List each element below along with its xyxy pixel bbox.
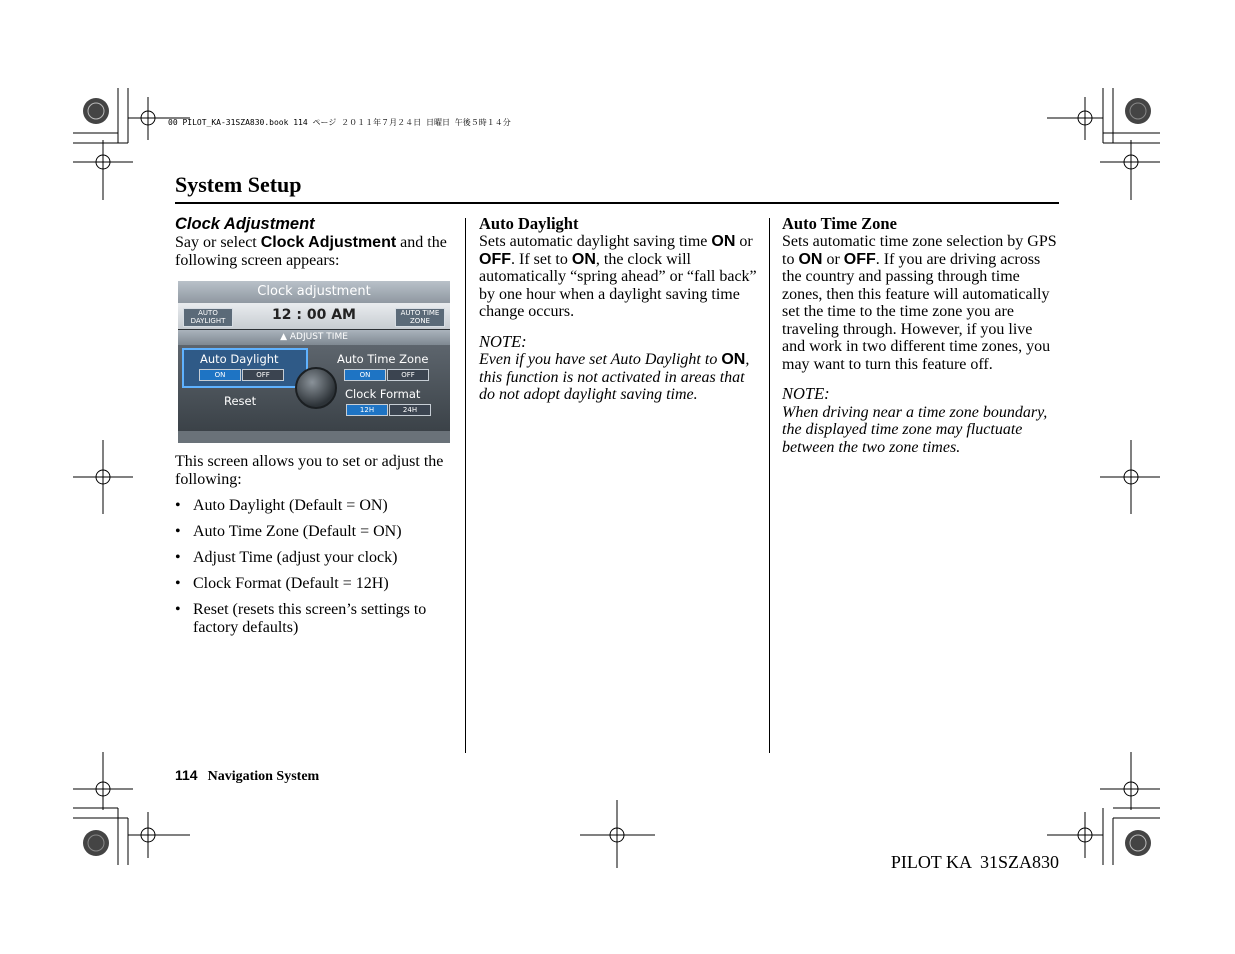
list-item-text: Auto Time Zone (Default = ON)	[193, 523, 402, 540]
note-label: NOTE:	[479, 331, 527, 351]
column-1-lower	[175, 453, 455, 645]
note-label: NOTE:	[782, 384, 830, 403]
footer-section: Navigation System	[207, 769, 320, 784]
list-item-text: Adjust Time (adjust your clock)	[193, 549, 398, 566]
page-number: 114	[175, 767, 198, 783]
auto-daylight-paragraph	[479, 233, 759, 321]
list-item: • Auto Time Zone (Default = ON)	[175, 523, 402, 540]
on-term: ON	[721, 351, 746, 368]
clock-format-12h: 12H	[346, 404, 388, 416]
list-item-text: Clock Format (Default = 12H)	[193, 575, 389, 592]
list-item-text: Reset (resets this screen’s settings to factory defaults)	[193, 601, 427, 636]
page-footer	[175, 767, 319, 785]
text: Sets automatic time zone selection by GPS to	[782, 233, 1057, 268]
text: Even if you have set Auto Daylight to	[479, 351, 722, 368]
auto-time-zone-paragraph	[782, 233, 1057, 373]
title-rule	[175, 202, 1059, 204]
on-term: ON	[798, 250, 823, 268]
list-item: • Clock Format (Default = 12H)	[175, 575, 389, 592]
column-1	[175, 215, 455, 269]
screen-time: 12 : 00 AM	[272, 307, 356, 323]
list-item-text: Auto Daylight (Default = ON)	[193, 497, 388, 514]
after-screen-text: This screen allows you to set or adjust the following:	[175, 453, 444, 488]
intro-paragraph	[175, 234, 455, 269]
auto-timezone-small-button: AUTO TIME ZONE	[395, 308, 445, 327]
note-text	[479, 351, 759, 404]
intro-text-end: and the following screen appears:	[175, 234, 447, 269]
auto-time-zone-off: OFF	[387, 369, 429, 381]
text: or	[735, 233, 753, 250]
on-term: ON	[571, 250, 596, 268]
auto-time-zone-heading: Auto Time Zone	[782, 214, 897, 233]
list-item: • Adjust Time (adjust your clock)	[175, 549, 398, 566]
clock-adjustment-heading: Clock Adjustment	[175, 215, 315, 233]
on-term: ON	[711, 233, 736, 250]
auto-daylight-off: OFF	[242, 369, 284, 381]
column-divider	[769, 218, 770, 753]
list-item: • Auto Daylight (Default = ON)	[175, 497, 388, 514]
text: . If you are driving across the country and passing through time zones, then this feature will automatically set the time to the time zone you are traveling through. However, if you live and work in two different time zones, you may want to turn this feature off.	[782, 250, 1051, 373]
settings-list	[175, 497, 455, 636]
column-2	[479, 215, 759, 404]
text: . If set to	[511, 250, 572, 268]
adjust-time-bar: ▲ ADJUST TIME	[178, 330, 450, 345]
clock-adjustment-screen	[178, 281, 450, 443]
intro-bold: Clock Adjustment	[260, 234, 397, 251]
auto-time-zone-label: Auto Time Zone	[337, 352, 429, 366]
document-code: PILOT KA 31SZA830	[890, 852, 1059, 872]
text: , this function is not activated in areas that do not adopt daylight saving time.	[479, 351, 750, 403]
auto-time-zone-on: ON	[344, 369, 386, 381]
column-3	[782, 215, 1057, 456]
list-item: • Reset (resets this screen’s settings to factory defaults)	[175, 601, 427, 636]
text: Sets automatic daylight saving time	[479, 233, 712, 250]
note-text: When driving near a time zone boundary, the displayed time zone may fluctuate between the two zone times.	[782, 403, 1048, 456]
auto-daylight-heading: Auto Daylight	[479, 214, 579, 233]
screen-title: Clock adjustment	[178, 281, 450, 303]
auto-daylight-on: ON	[199, 369, 241, 381]
text: , the clock will automatically “spring ahead” or “fall back” by one hour when a daylight saving time change occurs.	[479, 250, 757, 320]
auto-daylight-label: Auto Daylight	[200, 352, 279, 366]
column-divider	[465, 218, 466, 753]
reset-label: Reset	[224, 394, 257, 408]
clock-format-label: Clock Format	[345, 387, 421, 401]
text: or	[822, 250, 844, 268]
screen-bottom	[178, 431, 450, 443]
clock-format-24h: 24H	[389, 404, 431, 416]
print-line: 00 PILOT_KA-31SZA830.book 114 ページ ２０１１年７月２４日 日曜日 午後５時１４分	[168, 118, 511, 127]
adjust-time-label: ADJUST TIME	[289, 332, 348, 342]
auto-daylight-small-button: AUTO DAYLIGHT	[183, 308, 233, 327]
off-term: OFF	[479, 250, 511, 268]
section-title: System Setup	[175, 172, 302, 197]
selector-knob	[295, 367, 337, 409]
off-term: OFF	[843, 250, 876, 268]
intro-text: Say or select	[175, 234, 261, 251]
